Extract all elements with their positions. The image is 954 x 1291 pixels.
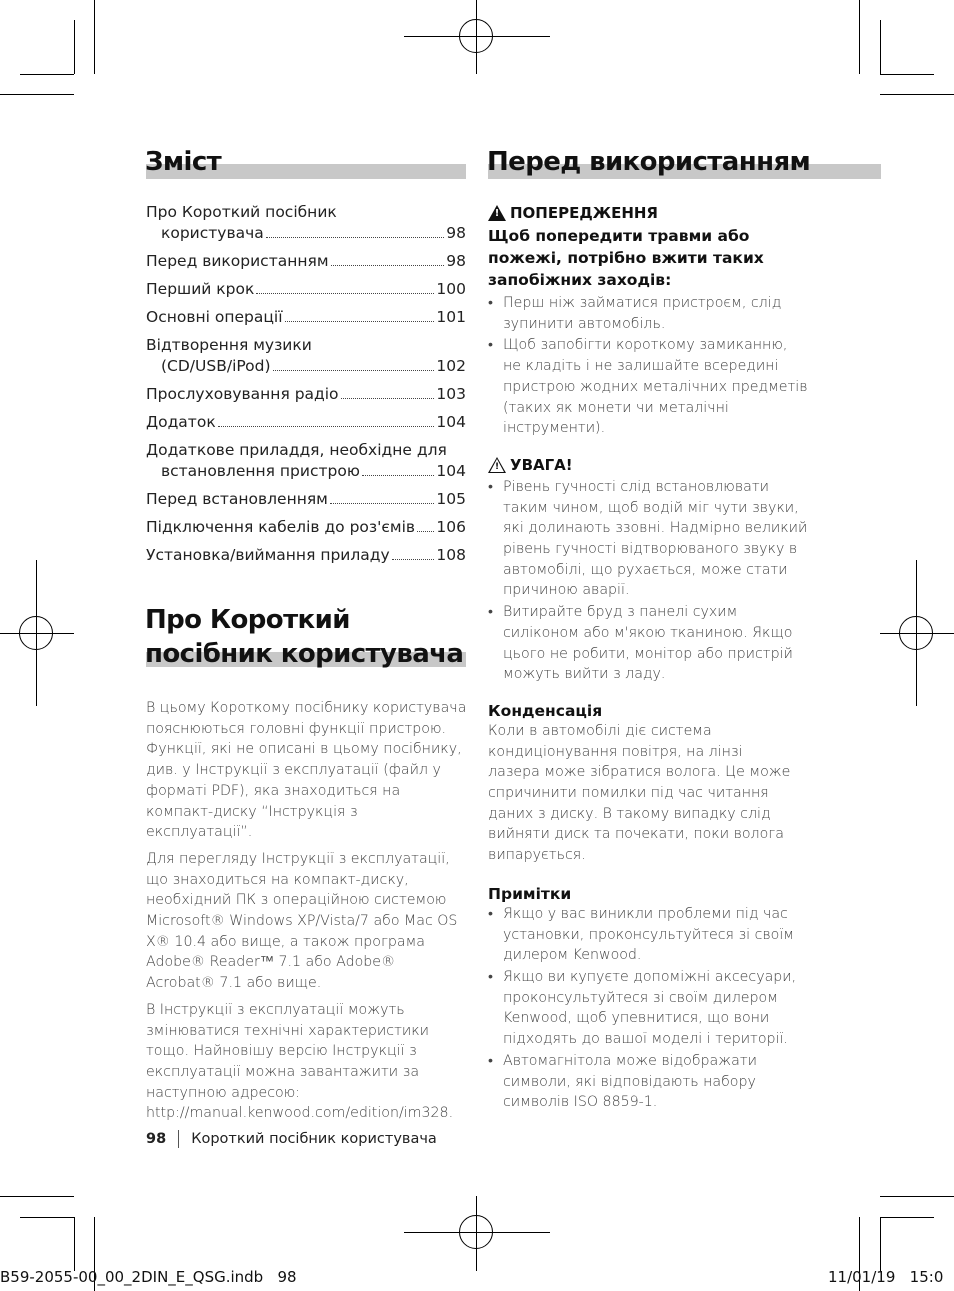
- toc-dot-leader: [341, 398, 435, 399]
- toc-entry[interactable]: [146, 202, 466, 244]
- toc-entry[interactable]: [146, 335, 466, 377]
- toc-entry-line: [146, 461, 466, 482]
- toc-page-number: 102: [436, 357, 466, 375]
- slug-filename: B59-2055-00_00_2DIN_E_QSG.indb: [0, 1268, 264, 1286]
- caution-label: УВАГА!: [510, 455, 573, 474]
- toc-entry-line: [146, 223, 466, 244]
- crop-mark: [74, 20, 75, 74]
- about-title: [145, 603, 475, 671]
- toc-entry-line: [146, 384, 466, 405]
- crop-mark: [20, 74, 74, 75]
- warning-heading: [488, 203, 818, 223]
- registration-circle: [19, 616, 53, 650]
- toc-entry-line: [146, 517, 466, 538]
- toc-page-number: 104: [436, 413, 466, 431]
- about-title-line2: посібник користувача: [145, 639, 464, 669]
- crop-mark: [880, 1217, 881, 1271]
- toc-dot-leader: [331, 265, 445, 266]
- list-item: • Перш ніж займатися пристроєм, слід зупинити автомобіль.: [488, 293, 808, 334]
- toc-entry-title: Додаток: [146, 413, 216, 431]
- registration-circle: [459, 19, 493, 53]
- about-paragraph: Для перегляду Інструкції з експлуатації, що знаходиться на компакт-диску, необхідний ПК з операційною системою Microsoft® Windows XP/Vista/7 або Mac OS X® 10.4 або вище, а також програма Adobe® Reader™ 7.1 або Adobe® Acrobat® 7.1 або вище.: [146, 850, 458, 992]
- toc-entry-title: Перед встановленням: [146, 490, 328, 508]
- toc-page-number: 106: [436, 518, 466, 536]
- caution-list: [488, 477, 808, 685]
- guide-name: Короткий посібник користувача: [191, 1131, 437, 1147]
- toc-entry-line: [146, 489, 466, 510]
- crop-mark: [74, 1217, 75, 1271]
- toc-entry[interactable]: [146, 384, 466, 405]
- toc-dot-leader: [362, 475, 435, 476]
- toc-page-number: 100: [436, 280, 466, 298]
- toc-dot-leader: [285, 321, 435, 322]
- toc-entry-line: [146, 202, 466, 223]
- slug-page: 98: [277, 1268, 297, 1286]
- toc-title: Зміст: [145, 147, 222, 177]
- crop-mark: [94, 0, 95, 74]
- toc-entry-line: [146, 545, 466, 566]
- list-item: • Щоб запобігти короткому замиканню, не кладіть і не залишайте всередині пристрою жодних металічних предметів (таких як монети чи металічні інструменти).: [488, 335, 808, 439]
- crop-mark: [880, 74, 934, 75]
- crop-mark: [20, 1217, 74, 1218]
- toc-entry-line: [146, 279, 466, 300]
- toc-entry[interactable]: [146, 489, 466, 510]
- toc-page-number: 98: [446, 224, 466, 242]
- print-slug-datetime: 11/01/19 15:0: [828, 1268, 944, 1286]
- toc-entry[interactable]: [146, 545, 466, 566]
- toc-entry-title: Про Короткий посібник: [146, 203, 337, 221]
- warning-triangle-outline-icon: !: [488, 457, 506, 473]
- about-body: [146, 698, 468, 1130]
- toc-entry-title: Перший крок: [146, 280, 255, 298]
- toc-entry-title: Додаткове приладдя, необхідне для: [146, 441, 447, 459]
- toc-entry-title: Відтворення музики: [146, 336, 312, 354]
- crop-mark: [880, 1196, 954, 1197]
- toc-dot-leader: [330, 503, 435, 504]
- crop-mark: [880, 20, 881, 74]
- toc-entry-line: [146, 440, 466, 461]
- toc-dot-leader: [266, 237, 444, 238]
- toc-dot-leader: [392, 559, 435, 560]
- toc-entry-title: встановлення пристрою: [161, 462, 360, 480]
- toc-dot-leader: [417, 531, 434, 532]
- crop-mark: [859, 0, 860, 74]
- notes-list: [488, 904, 806, 1113]
- warning-lead: Щоб попередити травми або пожежі, потрібно вжити таких запобіжних заходів:: [488, 227, 764, 289]
- toc-entry[interactable]: [146, 307, 466, 328]
- toc-entry-title: Установка/виймання приладу: [146, 546, 390, 564]
- condensation-heading: Конденсація: [488, 701, 603, 720]
- condensation-text: Коли в автомобілі діє система кондиціонування повітря, на лінзі лазера може зібратися волога. Це може спричинити помилки під час читання даних з диску. В такому випадку слід вийняти диск та почекати, поки волога випарується.: [488, 722, 791, 864]
- toc-entry-title: Перед використанням: [146, 252, 329, 270]
- caution-heading: [488, 455, 818, 475]
- crop-mark: [0, 1196, 74, 1197]
- toc-page-number: 98: [446, 252, 466, 270]
- about-paragraph: В цьому Короткому посібнику користувача пояснюються головні функції пристрою. Функції, які не описані в цьому посібнику, див. у Інструкції з експлуатації (файл у форматі PDF), яка знаходиться на компакт-диску “Інструкція з експлуатації”.: [146, 700, 467, 841]
- toc-entry-title: користувача: [161, 224, 264, 242]
- print-slug-file: [0, 1267, 297, 1287]
- footer-divider: [178, 1130, 179, 1148]
- toc-entry[interactable]: [146, 412, 466, 433]
- toc-entry-line: [146, 356, 466, 377]
- list-item: • Якщо у вас виникли проблеми під час установки, проконсультуйтеся зі своїм дилером Kenwood.: [488, 904, 806, 966]
- registration-circle: [899, 616, 933, 650]
- warning-list: [488, 293, 808, 439]
- crop-mark: [880, 94, 954, 95]
- toc-page-number: 101: [436, 308, 466, 326]
- toc-entry[interactable]: [146, 279, 466, 300]
- toc-dot-leader: [218, 426, 435, 427]
- table-of-contents: [146, 202, 466, 573]
- toc-entry-title: Прослуховування радіо: [146, 385, 339, 403]
- toc-dot-leader: [273, 370, 435, 371]
- toc-entry[interactable]: [146, 440, 466, 482]
- toc-entry-title: Підключення кабелів до роз'ємів: [146, 518, 416, 536]
- about-title-line1: Про Короткий: [145, 605, 350, 635]
- before-use-title: Перед використанням: [487, 147, 811, 177]
- toc-entry[interactable]: [146, 251, 466, 272]
- toc-entry-line: [146, 307, 466, 328]
- page-number: 98: [146, 1131, 167, 1147]
- toc-entry-title: Основні операції: [146, 308, 283, 326]
- registration-circle: [459, 1215, 493, 1249]
- crop-mark: [0, 94, 74, 95]
- toc-entry-line: [146, 251, 466, 272]
- crop-mark: [880, 1217, 934, 1218]
- toc-dot-leader: [256, 293, 434, 294]
- page-footer: [146, 1129, 437, 1149]
- warning-label: ПОПЕРЕДЖЕННЯ: [510, 204, 658, 222]
- list-item: • Автомагнітола може відображати символи, які відповідають набору символів ISO 8859-1.: [488, 1051, 806, 1113]
- toc-page-number: 104: [436, 462, 466, 480]
- toc-entry[interactable]: [146, 517, 466, 538]
- toc-page-number: 105: [436, 490, 466, 508]
- toc-entry-line: [146, 335, 466, 356]
- list-item: • Витирайте бруд з панелі сухим силіконом або м'якою тканиною. Якщо цього не робити, монітор або пристрій можуть вийти з ладу.: [488, 602, 808, 685]
- toc-page-number: 108: [436, 546, 466, 564]
- about-paragraph: В Інструкції з експлуатації можуть змінюватися технічні характеристики тощо. Найновішу версію Інструкції з експлуатації можна завантажити за наступною адресою: http://manual.kenwood.com/edition/im328.: [146, 1001, 454, 1122]
- before-use-content: [488, 203, 818, 1114]
- toc-entry-line: [146, 412, 466, 433]
- list-item: • Рівень гучності слід встановлювати таким чином, щоб водій міг чути звуки, які долинають ззовні. Надмірно великий рівень гучності відтворюваного звуку в автомобілі, що рухається, може стати причиною аварії.: [488, 477, 808, 601]
- notes-heading: Примітки: [488, 884, 572, 903]
- list-item: • Якщо ви купуєте допоміжні аксесуари, проконсультуйтеся зі своїм дилером Kenwood, щоб упевнитися, що вони підходять до вашої моделі і території.: [488, 967, 806, 1050]
- toc-page-number: 103: [436, 385, 466, 403]
- toc-entry-title: (CD/USB/iPod): [161, 357, 271, 375]
- warning-triangle-filled-icon: !: [488, 205, 506, 221]
